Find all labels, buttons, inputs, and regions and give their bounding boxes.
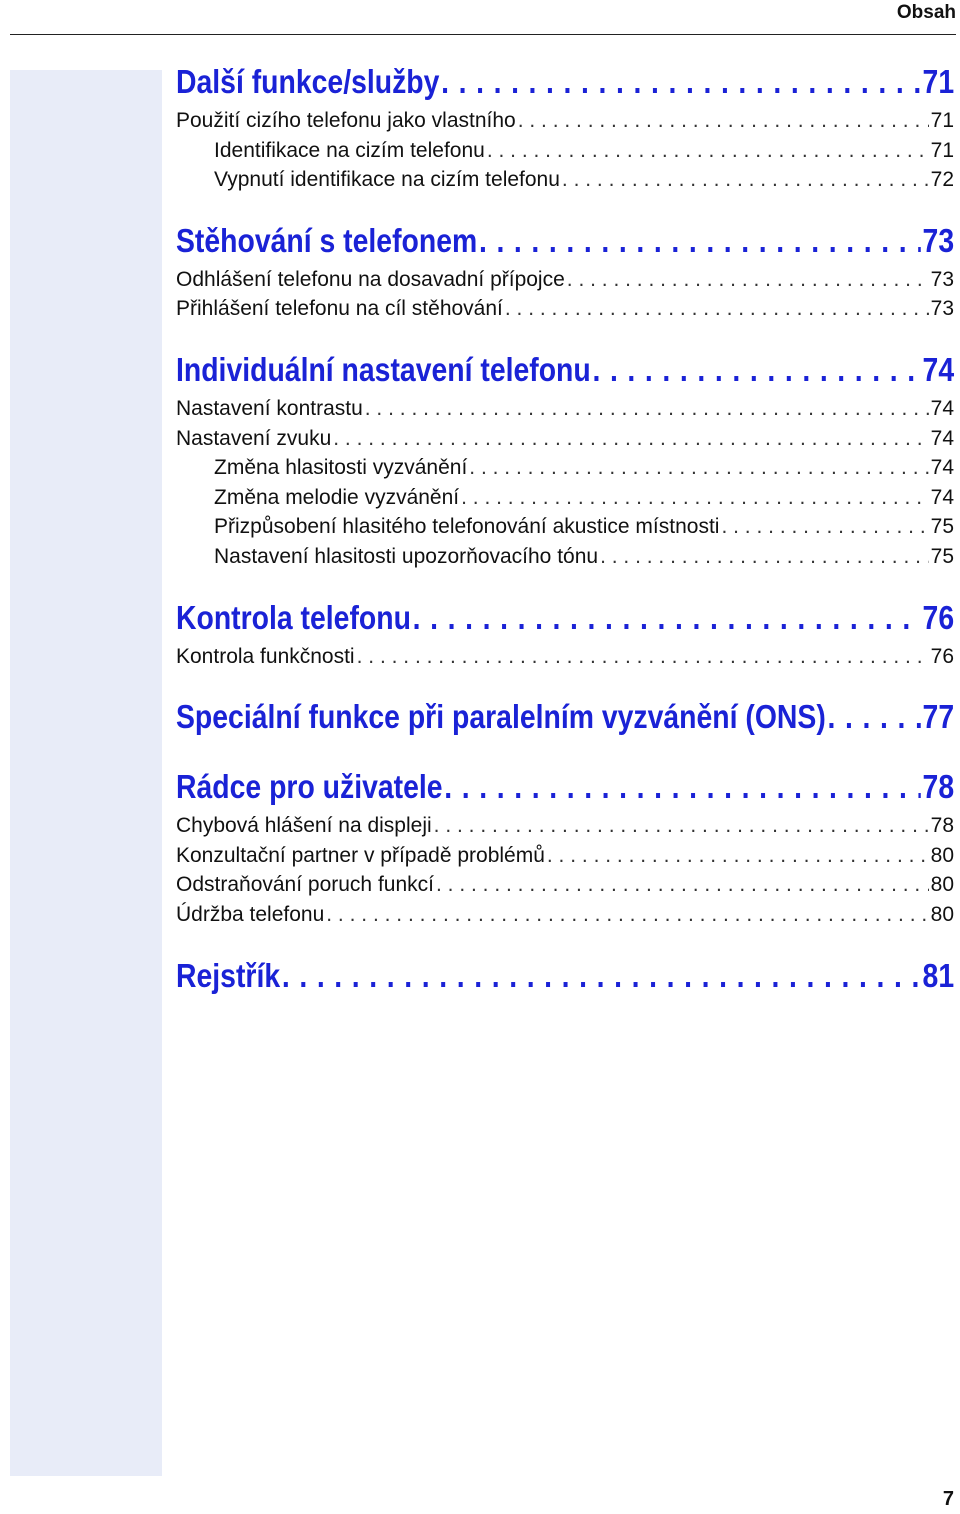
- section-gap: [176, 195, 954, 217]
- toc-heading-page: 71: [922, 63, 955, 100]
- toc-entry-page: 80: [930, 902, 954, 926]
- toc-entry[interactable]: [176, 294, 954, 324]
- toc-heading-title: Stěhování s telefonem: [176, 221, 478, 259]
- toc-entry[interactable]: [176, 900, 954, 930]
- toc-entry[interactable]: [176, 483, 954, 513]
- toc-leader-dots: [357, 642, 929, 672]
- toc-section: [176, 693, 954, 741]
- toc-leader-dots: [326, 900, 928, 930]
- toc-heading[interactable]: [176, 763, 954, 811]
- toc-entry[interactable]: [176, 870, 954, 900]
- section-gap: [176, 741, 954, 763]
- toc-leader-dots: [365, 394, 929, 424]
- toc-entry-title: Změna hlasitosti vyzvánění: [214, 456, 468, 480]
- toc-heading-page: 74: [922, 350, 955, 388]
- toc-entry-page: 71: [930, 138, 954, 162]
- toc-entry-page: 76: [930, 644, 954, 668]
- toc-entry-title: Nastavení kontrastu: [176, 396, 363, 420]
- toc-entry-title: Odstraňování poruch funkcí: [176, 873, 434, 897]
- section-gap: [176, 930, 954, 952]
- section-gap: [176, 324, 954, 346]
- toc-leader-dots: [721, 512, 928, 542]
- toc-entry-page: 74: [930, 426, 954, 450]
- toc-entry-page: 74: [930, 485, 954, 509]
- toc-heading[interactable]: [176, 58, 954, 106]
- toc-leader-dots: [592, 346, 920, 394]
- toc-heading-page: 76: [922, 598, 955, 636]
- toc-entry[interactable]: [176, 542, 954, 572]
- toc-heading-title: Speciální funkce při paralelním vyzvánění (ONS): [176, 698, 826, 736]
- toc-leader-dots: [333, 424, 928, 454]
- toc-leader-dots: [461, 483, 929, 513]
- toc-heading-title: Individuální nastavení telefonu: [176, 350, 591, 388]
- toc-entry[interactable]: [176, 265, 954, 295]
- toc-leader-dots: [600, 542, 929, 572]
- toc-entry-title: Nastavení hlasitosti upozorňovacího tónu: [214, 544, 599, 568]
- toc-entry-title: Identifikace na cizím telefonu: [214, 138, 485, 162]
- toc-heading[interactable]: [176, 594, 954, 642]
- sidebar-panel: [10, 70, 162, 1476]
- toc-section: [176, 594, 954, 672]
- toc-entry-page: 71: [930, 109, 954, 132]
- toc-section: [176, 58, 954, 195]
- toc-leader-dots: [487, 136, 929, 166]
- page-header-label: Obsah: [896, 2, 956, 23]
- toc-heading[interactable]: [176, 952, 954, 1000]
- toc-entry-title: Konzultační partner v případě problémů: [176, 843, 545, 867]
- toc-entry-title: Změna melodie vyzvánění: [214, 485, 460, 509]
- toc-entry-title: Kontrola funkčnosti: [176, 644, 355, 668]
- toc-heading[interactable]: [176, 693, 954, 741]
- toc-entry-title: Nastavení zvuku: [176, 426, 332, 450]
- toc-section: [176, 763, 954, 929]
- toc-entry[interactable]: [176, 106, 954, 136]
- section-gap: [176, 572, 954, 594]
- toc-leader-dots: [282, 952, 921, 1000]
- toc-heading-title: Další funkce/služby: [176, 63, 440, 100]
- toc-heading[interactable]: [176, 346, 954, 394]
- toc-leader-dots: [469, 453, 928, 483]
- toc-section: [176, 952, 954, 1000]
- header-rule: [10, 34, 956, 35]
- toc-entry-page: 80: [930, 873, 954, 897]
- section-gap: [176, 671, 954, 693]
- toc-entry[interactable]: [176, 512, 954, 542]
- toc-entry-page: 80: [930, 843, 954, 867]
- toc-heading-title: Rejstřík: [176, 956, 281, 994]
- toc-heading-page: 73: [922, 221, 955, 259]
- toc-entry-title: Odhlášení telefonu na dosavadní přípojce: [176, 267, 565, 291]
- toc-entry-title: Přihlášení telefonu na cíl stěhování: [176, 297, 503, 321]
- toc-entry-page: 75: [930, 515, 954, 539]
- toc-entry[interactable]: [176, 841, 954, 871]
- toc-entry-title: Přizpůsobení hlasitého telefonování akustice místnosti: [214, 515, 720, 539]
- toc-leader-dots: [562, 165, 929, 195]
- toc-leader-dots: [828, 693, 921, 741]
- toc-leader-dots: [479, 217, 921, 265]
- toc-entry[interactable]: [176, 642, 954, 672]
- toc-entry[interactable]: [176, 453, 954, 483]
- toc-entry-page: 73: [930, 267, 954, 291]
- toc-leader-dots: [518, 106, 929, 136]
- toc-section: [176, 346, 954, 572]
- toc-entry-title: Údržba telefonu: [176, 902, 325, 926]
- toc-entry-title: Chybová hlášení na displeji: [176, 814, 432, 838]
- toc-leader-dots: [505, 294, 929, 324]
- toc-heading[interactable]: [176, 217, 954, 265]
- toc-leader-dots: [434, 811, 929, 841]
- toc-heading-page: 81: [922, 956, 955, 994]
- toc-entry-page: 72: [930, 168, 954, 192]
- toc-heading-page: 78: [922, 768, 955, 806]
- toc-leader-dots: [436, 870, 929, 900]
- toc-heading-page: 77: [922, 698, 955, 736]
- toc-entry-page: 75: [930, 544, 954, 568]
- toc-entry-title: Vypnutí identifikace na cizím telefonu: [214, 168, 560, 192]
- toc-entry[interactable]: [176, 811, 954, 841]
- toc-leader-dots: [444, 763, 921, 811]
- toc-heading-title: Kontrola telefonu: [176, 598, 411, 636]
- toc-entry[interactable]: [176, 136, 954, 166]
- toc-entry-page: 78: [930, 814, 954, 838]
- toc-entry-title: Použití cizího telefonu jako vlastního: [176, 109, 516, 132]
- toc-heading-title: Rádce pro uživatele: [176, 768, 443, 806]
- table-of-contents: [176, 58, 954, 1000]
- toc-entry[interactable]: [176, 394, 954, 424]
- page-number: 7: [942, 1488, 954, 1510]
- toc-section: [176, 217, 954, 324]
- toc-leader-dots: [567, 265, 929, 295]
- toc-entry-page: 74: [930, 456, 954, 480]
- toc-entry[interactable]: [176, 165, 954, 195]
- toc-leader-dots: [441, 58, 921, 106]
- toc-entry[interactable]: [176, 424, 954, 454]
- toc-leader-dots: [413, 594, 921, 642]
- toc-entry-page: 74: [930, 396, 954, 420]
- toc-entry-page: 73: [930, 297, 954, 321]
- toc-leader-dots: [547, 841, 929, 871]
